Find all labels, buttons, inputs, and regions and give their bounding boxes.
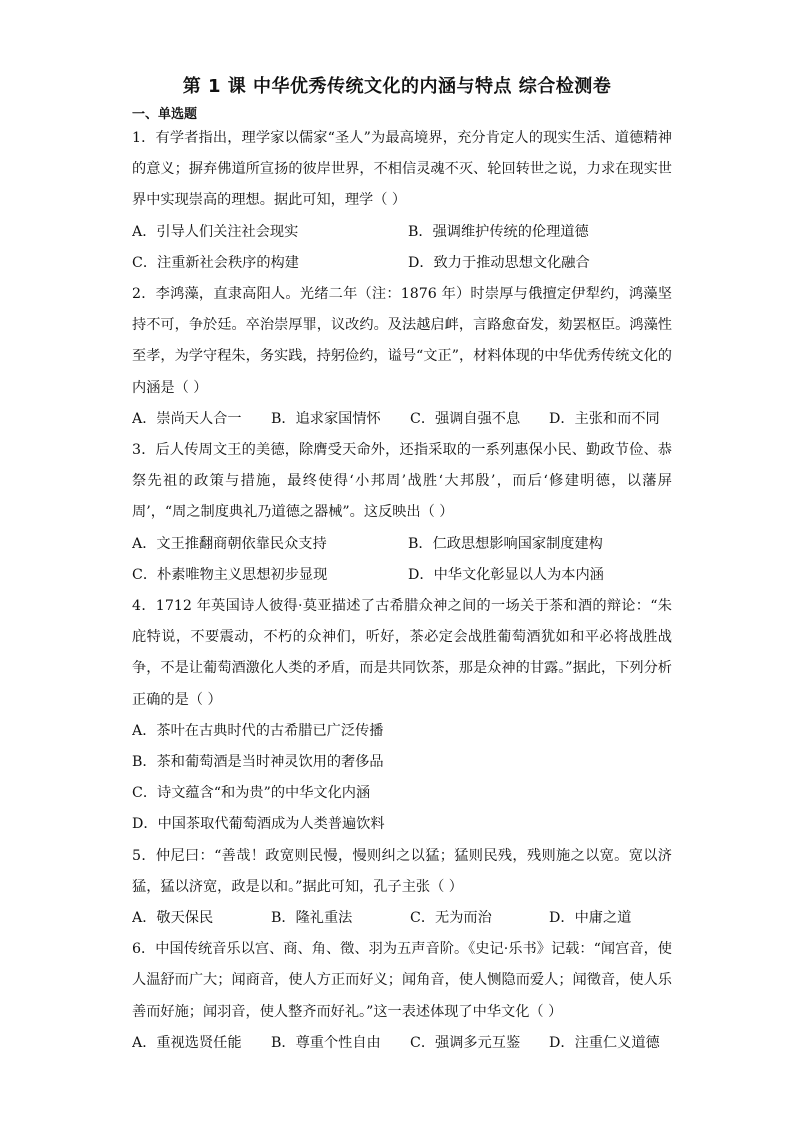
option-c: C．注重新社会秩序的构建 [132, 254, 299, 271]
option-group [132, 903, 672, 934]
option-group [132, 1028, 672, 1059]
option-b: B．追求家国情怀 [271, 410, 381, 427]
question-stem: 4．1712 年英国诗人彼得·莫亚描述了古希腊众神之间的一场关于茶和酒的辩论：“朱庇特说，不要震动，不朽的众神们，听好，茶必定会战胜葡萄酒犹如和平必将战胜战争，不是让葡萄酒激化人类的矛盾，而是共同饮茶，那是众神的甘露。”据此，下列分析正确的是（ ） [132, 598, 672, 708]
option-b: B．强调维护传统的伦理道德 [408, 223, 589, 240]
question-stem: 1．有学者指出，理学家以儒家“圣人”为最高境界，充分肯定人的现实生活、道德精神的意义；摒弃佛道所宣扬的彼岸世界，不相信灵魂不灭、轮回转世之说，力求在现实世界中实现崇高的理想。据此可知，理学（ ） [132, 130, 672, 209]
option-a: A．文王推翻商朝依靠民众支持 [132, 535, 327, 552]
option-b: B．茶和葡萄酒是当时神灵饮用的奢侈品 [132, 754, 384, 771]
question-stem: 3．后人传周文王的美德，除膺受天命外，还指采取的一系列惠保小民、勤政节俭、恭祭先祖的政策与措施，最终使得‘小邦周’战胜‘大邦殷’，而后‘修建明德，以藩屏周’，“周之制度典礼乃道德之器械”。这反映出（ ） [132, 442, 672, 521]
question-stem: 2．李鸿藻，直隶高阳人。光绪二年（注：1876 年）时崇厚与俄擅定伊犁约，鸿藻坚持不可，争於廷。卒治崇厚罪，议改约。及法越启衅，言路愈奋发，劾罢枢臣。鸿藻性至孝，为学守程朱，务实践，持躬俭约，谥号“文正”，材料体现的中华优秀传统文化的内涵是（ ） [132, 286, 672, 396]
section-heading: 一、单选题 [132, 107, 198, 122]
question-6 [132, 934, 672, 1059]
option-a: A．敬天保民 [132, 910, 214, 927]
option-a: A．崇尚天人合一 [132, 410, 242, 427]
option-a: A．重视选贤任能 [132, 1034, 242, 1051]
option-c: C．无为而治 [410, 910, 492, 927]
question-stem: 5．仲尼曰：“善哉！政宽则民慢，慢则纠之以猛；猛则民残，残则施之以宽。宽以济猛，猛以济宽，政是以和。”据此可知，孔子主张（ ） [132, 847, 672, 895]
exam-title: 第 1 课 中华优秀传统文化的内涵与特点 综合检测卷 [182, 76, 612, 97]
option-c: C．强调自强不息 [410, 410, 521, 427]
option-d: D．致力于推动思想文化融合 [408, 254, 590, 271]
option-b: B．仁政思想影响国家制度建构 [408, 535, 603, 552]
question-stem: 6．中国传统音乐以宫、商、角、徵、羽为五声音阶。《史记·乐书》记载：“闻宫音，使人温舒而广大；闻商音，使人方正而好义；闻角音，使人恻隐而爱人；闻徵音，使人乐善而好施；闻羽音，使人整齐而好礼。”这一表述体现了中华文化（ ） [132, 941, 672, 1020]
question-2 [132, 279, 672, 435]
option-c: C．朴素唯物主义思想初步显现 [132, 566, 328, 583]
option-b: B．尊重个性自由 [271, 1034, 381, 1051]
question-4 [132, 591, 672, 841]
question-1 [132, 123, 672, 279]
question-3 [132, 435, 672, 591]
option-d: D．中庸之道 [549, 910, 632, 927]
option-group [132, 716, 672, 841]
option-group [132, 404, 672, 435]
question-list [132, 123, 672, 1059]
option-a: A．引导人们关注社会现实 [132, 223, 299, 240]
option-d: D．中华文化彰显以人为本内涵 [408, 566, 604, 583]
option-group [132, 217, 672, 279]
option-d: D．主张和而不同 [549, 410, 660, 427]
option-c: C．诗文蕴含“和为贵”的中华文化内涵 [132, 785, 371, 802]
option-a: A．茶叶在古典时代的古希腊已广泛传播 [132, 722, 384, 739]
option-group [132, 529, 672, 591]
option-b: B．隆礼重法 [271, 910, 353, 927]
option-d: D．中国茶取代葡萄酒成为人类普遍饮料 [132, 816, 385, 833]
question-5 [132, 841, 672, 935]
option-d: D．注重仁义道德 [549, 1034, 660, 1051]
option-c: C．强调多元互鉴 [410, 1034, 521, 1051]
